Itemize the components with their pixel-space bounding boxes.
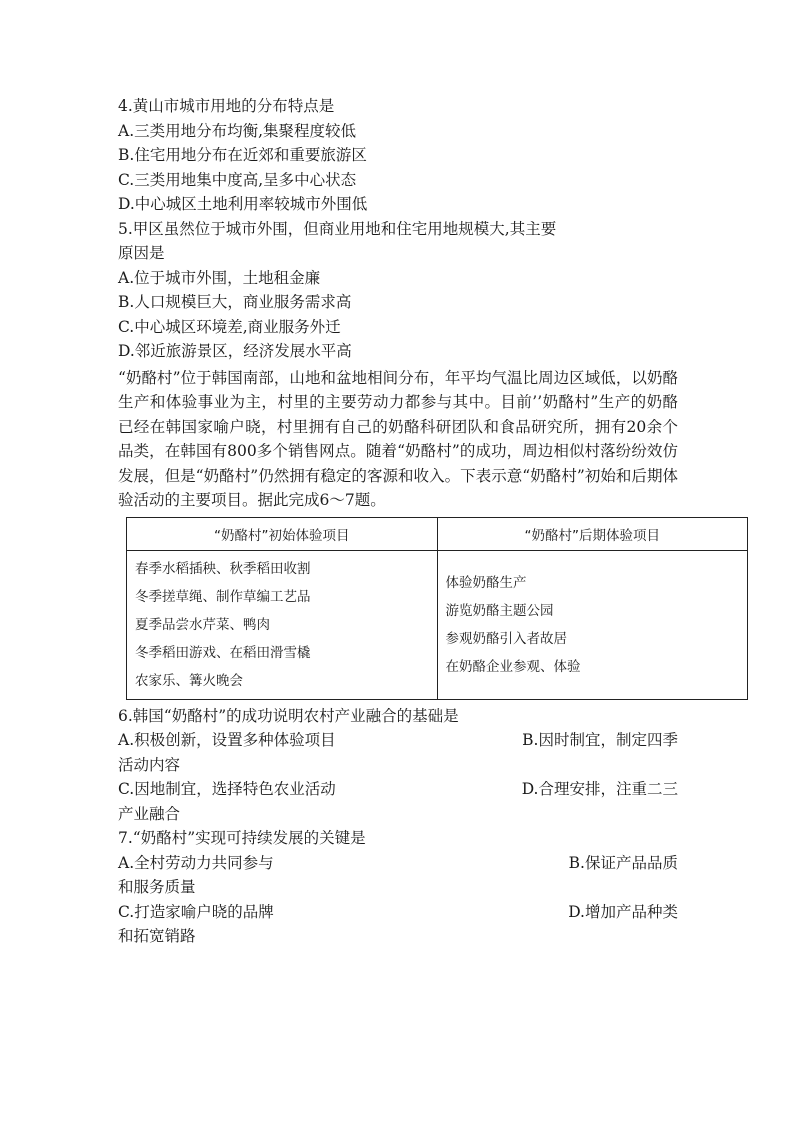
q7-option-a: A.全村劳动力共同参与	[118, 853, 274, 872]
later-item: 游览奶酪主题公园	[445, 602, 554, 619]
initial-item: 农家乐、篝火晚会	[135, 672, 243, 689]
initial-items-cell	[127, 550, 438, 699]
q5-stem-line1: 5.甲区虽然位于城市外围，但商业用地和住宅用地规模大,其主要	[118, 219, 557, 238]
q7-options-row2	[118, 900, 678, 925]
cheese-village-passage: “奶酪村”位于韩国南部，山地和盆地相间分布，年平均气温比周边区域低，以奶酪生产和体验事业为主，村里的主要劳动力都参与其中。目前’’奶酪村”生产的奶酪已经在韩国家喻户晓，村里拥有自己的奶酪科研团队和食品研究所，拥有20余个品类，在韩国有800多个销售网点。随着“奶酪村”的成功，周边相似村落纷纷效仿发展，但是“奶酪村”仍然拥有稳定的客源和收入。下表示意“奶酪村”初始和后期体验活动的主要项目。据此完成6〜7题。	[118, 368, 678, 509]
table-header-later: “奶酪村”后期体验项目	[437, 517, 748, 550]
q5-option-b: B.人口规模巨大，商业服务需求高	[118, 293, 352, 311]
q6-options-row1	[118, 728, 678, 753]
later-item: 体验奶酪生产	[445, 574, 527, 591]
table-header-initial: “奶酪村”初始体验项目	[127, 517, 438, 550]
q4-option-c: C.三类用地集中度高,呈多中心状态	[118, 170, 357, 189]
q6-stem: 6.韩国“奶酪村”的成功说明农村产业融合的基础是	[118, 706, 459, 725]
later-item: 参观奶酪引入者故居	[445, 630, 567, 647]
q4-stem: 4.黄山市城市用地的分布特点是	[118, 97, 335, 115]
q7-option-d-wrap: 和拓宽销路	[118, 927, 196, 945]
q7-options-row1	[118, 851, 678, 876]
later-item: 在奶酪企业参观、体验	[445, 658, 581, 675]
exam-page	[118, 94, 678, 949]
initial-item: 冬季搓草绳、制作草编工艺品	[135, 588, 311, 605]
q7-option-b: B.保证产品品质	[568, 853, 678, 872]
q7-option-b-wrap: 和服务质量	[118, 878, 196, 896]
q5-stem-line2: 原因是	[118, 244, 165, 262]
q5-option-a: A.位于城市外围，土地租金廉	[118, 268, 321, 287]
q7-stem: 7.“奶酪村”实现可持续发展的关键是	[118, 829, 366, 847]
q6-option-b-wrap: 活动内容	[118, 755, 181, 774]
initial-item: 夏季品尝水芹菜、鸭肉	[135, 616, 270, 633]
initial-item: 冬季稻田游戏、在稻田滑雪橇	[135, 644, 311, 661]
q5-option-c: C.中心城区环境差,商业服务外迁	[118, 317, 341, 336]
q6-option-d: D.合理安排，注重二三	[521, 780, 678, 798]
q6-option-a: A.积极创新，设置多种体验项目	[118, 731, 336, 749]
later-items-cell	[437, 550, 748, 699]
q7-option-c: C.打造家喻户晓的品牌	[118, 902, 274, 921]
q4-option-a: A.三类用地分布均衡,集聚程度较低	[118, 121, 357, 140]
q4-option-b: B.住宅用地分布在近郊和重要旅游区	[118, 146, 367, 164]
q4-option-d: D.中心城区土地利用率较城市外围低	[118, 195, 368, 213]
q6-option-c: C.因地制宜，选择特色农业活动	[118, 780, 336, 798]
q5-option-d: D.邻近旅游景区，经济发展水平高	[118, 342, 352, 360]
table-header-row	[127, 517, 748, 550]
initial-item: 春季水稻插秧、秋季稻田收割	[135, 560, 311, 577]
table-body-row	[127, 550, 748, 699]
q6-option-d-wrap: 产业融合	[118, 804, 181, 823]
experience-table	[126, 517, 748, 700]
q7-option-d: D.增加产品种类	[568, 902, 678, 921]
q6-options-row2	[118, 777, 678, 802]
q6-option-b: B.因时制宜，制定四季	[522, 731, 678, 749]
